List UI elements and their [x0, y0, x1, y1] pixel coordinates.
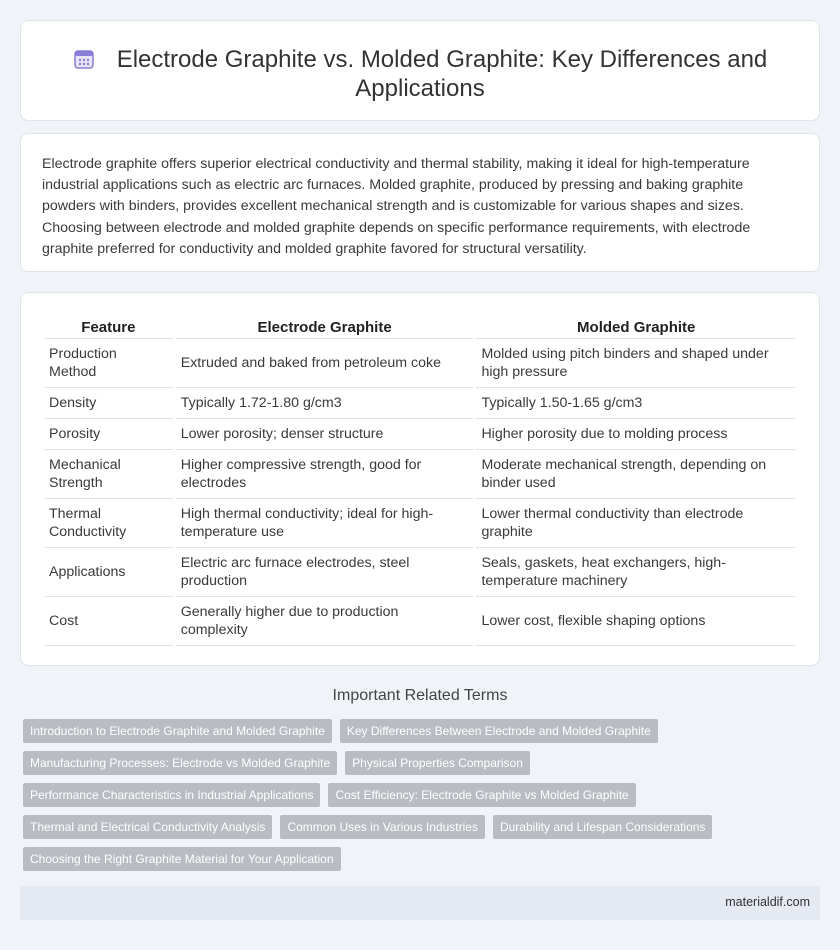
electrode-cell: Extruded and baked from petroleum coke [176, 339, 474, 388]
comparison-card [20, 292, 820, 666]
table-row [44, 419, 796, 450]
related-term-tag[interactable]: Durability and Lifespan Considerations [493, 815, 712, 839]
table-header-row [44, 313, 796, 339]
table-row [44, 597, 796, 646]
related-term-tag[interactable]: Physical Properties Comparison [345, 751, 530, 775]
electrode-cell: Electric arc furnace electrodes, steel production [176, 548, 474, 597]
related-term-tag[interactable]: Key Differences Between Electrode and Molded Graphite [340, 719, 658, 743]
molded-cell: Lower thermal conductivity than electrode graphite [476, 499, 796, 548]
related-term-tag[interactable]: Performance Characteristics in Industrial Applications [23, 783, 320, 807]
feature-cell: Mechanical Strength [44, 450, 173, 499]
feature-cell: Density [44, 388, 173, 419]
electrode-cell: Typically 1.72-1.80 g/cm3 [176, 388, 474, 419]
related-term-tag[interactable]: Common Uses in Various Industries [280, 815, 485, 839]
electrode-cell: Lower porosity; denser structure [176, 419, 474, 450]
table-row [44, 339, 796, 388]
intro-paragraph: Electrode graphite offers superior electrical conductivity and thermal stability, making it ideal for high-temperature industrial applications such as electric arc furnaces. Molded graphite, produced by pressing and baking graphite powders with binders, provides excellent mechanical strength and is customizable for various shapes and sizes. Choosing between electrode and molded graphite depends on specific performance requirements, with electrode graphite preferred for conductivity and molded graphite favored for structural versatility. [42, 156, 751, 257]
electrode-cell: Higher compressive strength, good for electrodes [176, 450, 474, 499]
related-term-tag[interactable]: Manufacturing Processes: Electrode vs Molded Graphite [23, 751, 337, 775]
table-row [44, 548, 796, 597]
related-term-tag[interactable]: Cost Efficiency: Electrode Graphite vs Molded Graphite [328, 783, 635, 807]
feature-cell: Porosity [44, 419, 173, 450]
table-row [44, 450, 796, 499]
molded-cell: Higher porosity due to molding process [476, 419, 796, 450]
header-electrode: Electrode Graphite [176, 313, 474, 339]
molded-cell: Lower cost, flexible shaping options [476, 597, 796, 646]
footer [20, 886, 820, 920]
comparison-table [41, 313, 799, 646]
molded-cell: Moderate mechanical strength, depending on binder used [476, 450, 796, 499]
table-row [44, 388, 796, 419]
molded-cell: Seals, gaskets, heat exchangers, high-temperature machinery [476, 548, 796, 597]
intro-card [20, 133, 820, 272]
title-card [20, 20, 820, 121]
feature-cell: Cost [44, 597, 173, 646]
feature-cell: Applications [44, 548, 173, 597]
electrode-cell: High thermal conductivity; ideal for high-temperature use [176, 499, 474, 548]
related-terms-title: Important Related Terms [332, 687, 508, 704]
header-feature: Feature [44, 313, 173, 339]
electrode-cell: Generally higher due to production complexity [176, 597, 474, 646]
feature-cell: Thermal Conductivity [44, 499, 173, 548]
molded-cell: Molded using pitch binders and shaped under high pressure [476, 339, 796, 388]
related-terms-list [23, 719, 813, 871]
page-title-wrap [21, 45, 819, 103]
related-term-tag[interactable]: Choosing the Right Graphite Material for Your Application [23, 847, 341, 871]
related-term-tag[interactable]: Introduction to Electrode Graphite and Molded Graphite [23, 719, 332, 743]
calendar-icon [73, 48, 95, 70]
feature-cell: Production Method [44, 339, 173, 388]
page-title: Electrode Graphite vs. Molded Graphite: Key Differences and Applications [116, 46, 768, 102]
header-molded: Molded Graphite [476, 313, 796, 339]
footer-site-link[interactable]: materialdif.com [725, 895, 810, 909]
molded-cell: Typically 1.50-1.65 g/cm3 [476, 388, 796, 419]
table-row [44, 499, 796, 548]
related-term-tag[interactable]: Thermal and Electrical Conductivity Analysis [23, 815, 272, 839]
